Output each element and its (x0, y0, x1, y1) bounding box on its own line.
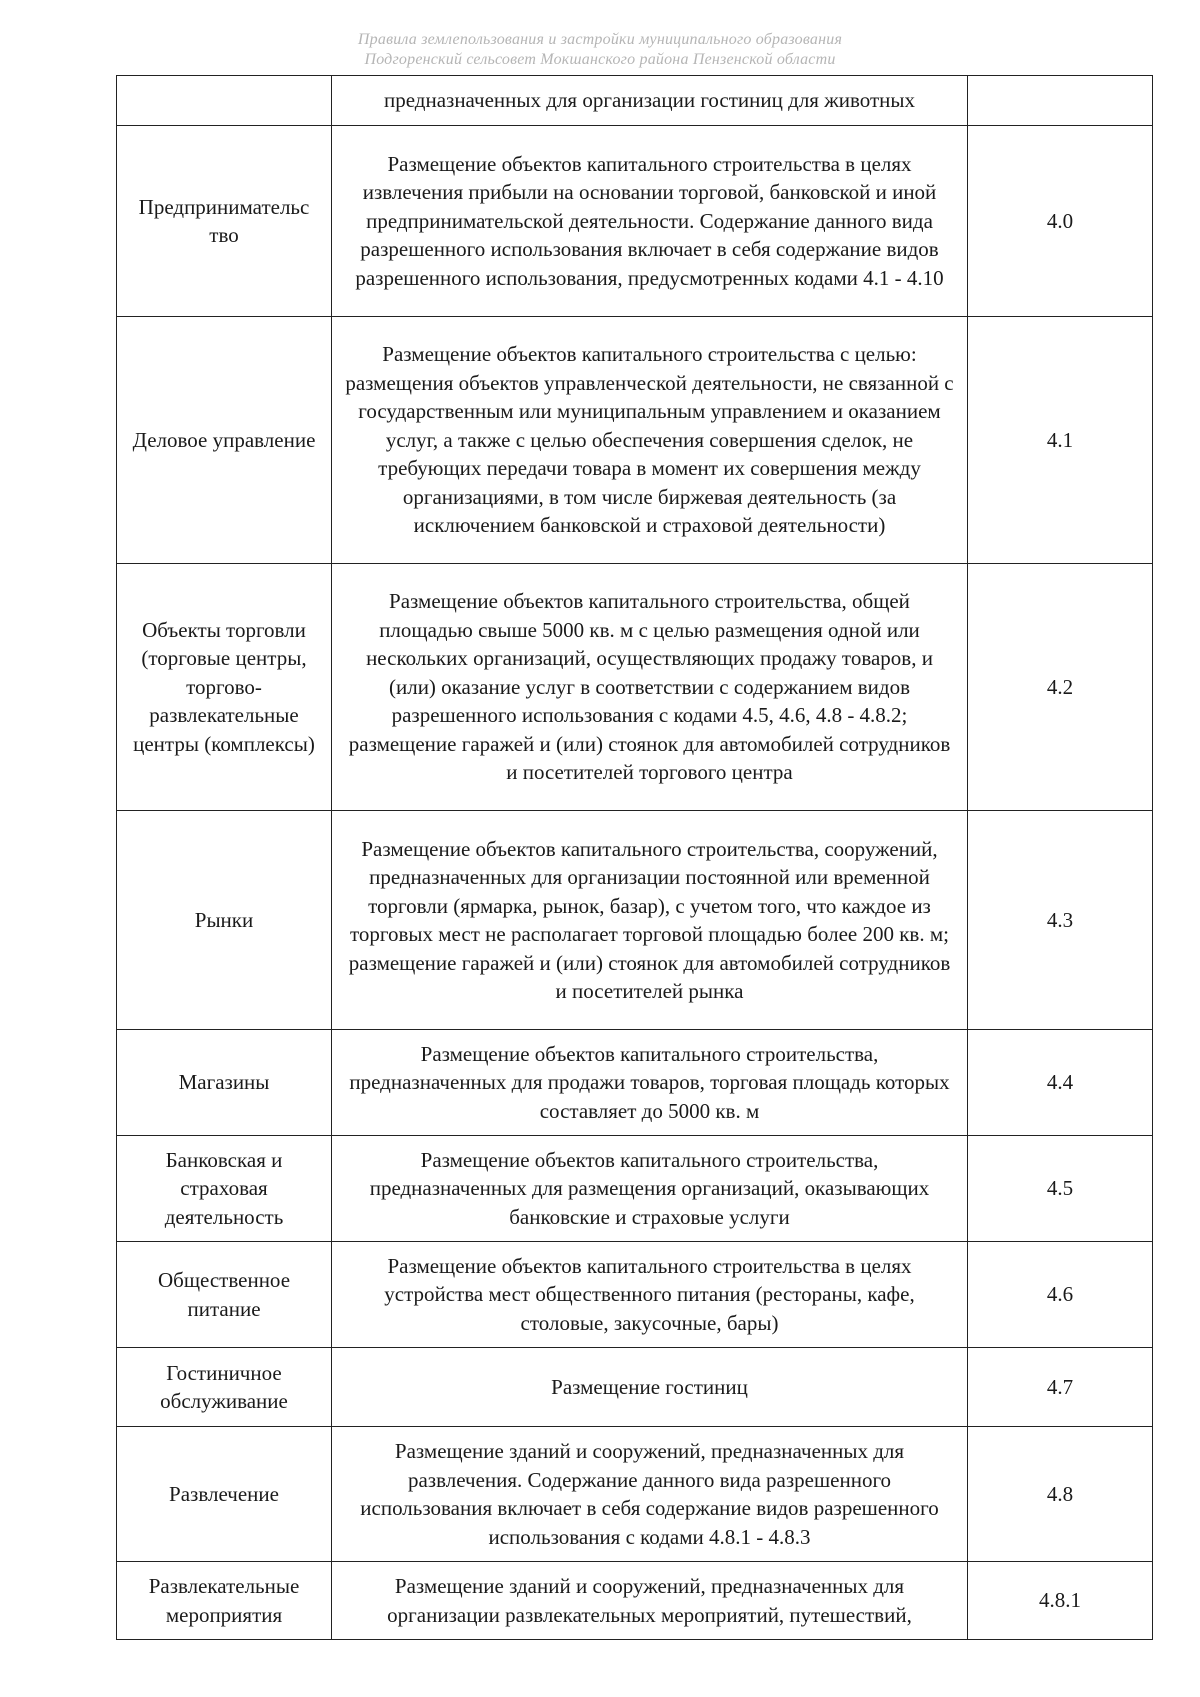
page-header (0, 30, 1200, 70)
table-row (117, 317, 1153, 564)
use-code-cell (968, 76, 1153, 126)
use-description-cell: предназначенных для организации гостиниц для животных (332, 76, 968, 126)
use-name-cell: Развлекательные мероприятия (117, 1562, 332, 1640)
use-code-cell: 4.3 (968, 811, 1153, 1030)
use-description-cell: Размещение объектов капитального строительства в целях извлечения прибыли на основании торговой, банковской и иной предпринимательской деятельности. Содержание данного вида разрешенного использования включает в себя содержание видов разрешенного использования, предусмотренных кодами 4.1 - 4.10 (332, 126, 968, 317)
use-description-cell: Размещение зданий и сооружений, предназначенных для организации развлекательных мероприятий, путешествий, (332, 1562, 968, 1640)
use-description-cell: Размещение объектов капитального строительства с целью: размещения объектов управленческой деятельности, не связанной с государственным или муниципальным управлением и оказанием услуг, а также с целью обеспечения совершения сделок, не требующих передачи товара в момент их совершения между организациями, в том числе биржевая деятельность (за исключением банковской и страховой деятельности) (332, 317, 968, 564)
use-description-cell: Размещение гостиниц (332, 1348, 968, 1427)
use-name-cell: Объекты торговли (торговые центры, торгово-развлекательные центры (комплексы) (117, 564, 332, 811)
use-name-cell: Общественное питание (117, 1242, 332, 1348)
use-code-cell: 4.8 (968, 1427, 1153, 1562)
use-code-cell: 4.0 (968, 126, 1153, 317)
table-row (117, 1427, 1153, 1562)
header-line-2: Подгоренский сельсовет Мокшанского района Пензенской области (364, 51, 836, 68)
use-code-cell: 4.6 (968, 1242, 1153, 1348)
table-row (117, 1030, 1153, 1136)
use-name-cell: Развлечение (117, 1427, 332, 1562)
table-row (117, 1136, 1153, 1242)
use-name-cell: Рынки (117, 811, 332, 1030)
use-name-cell (117, 76, 332, 126)
use-name-cell: Магазины (117, 1030, 332, 1136)
use-name-cell: Предпринимательс тво (117, 126, 332, 317)
table-row (117, 1242, 1153, 1348)
use-code-cell: 4.5 (968, 1136, 1153, 1242)
use-code-cell: 4.2 (968, 564, 1153, 811)
table-row (117, 564, 1153, 811)
use-name-cell: Банковская и страховая деятельность (117, 1136, 332, 1242)
table-row (117, 126, 1153, 317)
use-description-cell: Размещение объектов капитального строительства, сооружений, предназначенных для организации постоянной или временной торговли (ярмарка, рынок, базар), с учетом того, что каждое из торговых мест не располагает торговой площадью более 200 кв. м; размещение гаражей и (или) стоянок для автомобилей сотрудников и посетителей рынка (332, 811, 968, 1030)
use-name-cell: Деловое управление (117, 317, 332, 564)
use-code-cell: 4.1 (968, 317, 1153, 564)
use-description-cell: Размещение объектов капитального строительства, предназначенных для продажи товаров, торговая площадь которых составляет до 5000 кв. м (332, 1030, 968, 1136)
table-row (117, 811, 1153, 1030)
use-name-cell: Гостиничное обслуживание (117, 1348, 332, 1427)
header-line-1: Правила землепользования и застройки муниципального образования (357, 31, 843, 48)
table-row (117, 76, 1153, 126)
use-description-cell: Размещение зданий и сооружений, предназначенных для развлечения. Содержание данного вида разрешенного использования включает в себя содержание видов разрешенного использования с кодами 4.8.1 - 4.8.3 (332, 1427, 968, 1562)
use-code-cell: 4.8.1 (968, 1562, 1153, 1640)
table-row (117, 1562, 1153, 1640)
use-code-cell: 4.4 (968, 1030, 1153, 1136)
use-description-cell: Размещение объектов капитального строительства в целях устройства мест общественного питания (рестораны, кафе, столовые, закусочные, бары) (332, 1242, 968, 1348)
land-use-table (116, 75, 1153, 1640)
use-description-cell: Размещение объектов капитального строительства, общей площадью свыше 5000 кв. м с целью размещения одной или нескольких организаций, осуществляющих продажу товаров, и (или) оказание услуг в соответствии с содержанием видов разрешенного использования с кодами 4.5, 4.6, 4.8 - 4.8.2; размещение гаражей и (или) стоянок для автомобилей сотрудников и посетителей торгового центра (332, 564, 968, 811)
use-code-cell: 4.7 (968, 1348, 1153, 1427)
table-row (117, 1348, 1153, 1427)
use-description-cell: Размещение объектов капитального строительства, предназначенных для размещения организаций, оказывающих банковские и страховые услуги (332, 1136, 968, 1242)
